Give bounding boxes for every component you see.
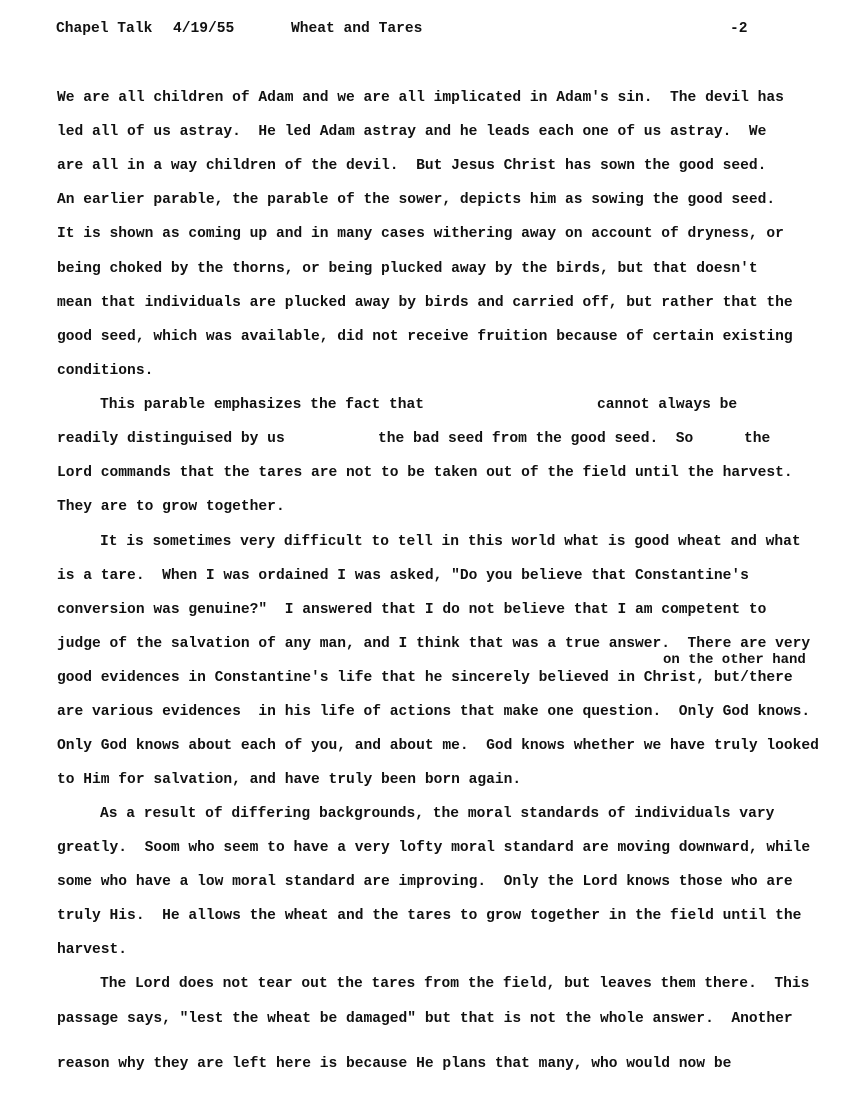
text-line: the bad seed from the good seed. So xyxy=(378,431,694,447)
interlinear-insertion: on the other hand xyxy=(663,652,806,668)
text-line: mean that individuals are plucked away by birds and carried off, but rather that the xyxy=(57,295,793,311)
text-line: judge of the salvation of any man, and I think that was a true answer. There are very xyxy=(57,636,811,652)
text-line: Only God knows about each of you, and about me. God knows whether we have truly looked xyxy=(57,738,819,754)
text-line: It is shown as coming up and in many cases withering away on account of dryness, or xyxy=(57,226,784,242)
text-line: truly His. He allows the wheat and the tares to grow together in the field until the xyxy=(57,908,802,924)
text-line: some who have a low moral standard are improving. Only the Lord knows those who are xyxy=(57,874,793,890)
text-line: As a result of differing backgrounds, the moral standards of individuals vary xyxy=(100,806,775,822)
text-line: Lord commands that the tares are not to be taken out of the field until the harvest. xyxy=(57,465,793,481)
text-line: being choked by the thorns, or being plucked away by the birds, but that doesn't xyxy=(57,261,758,277)
text-line: readily distinguised by us xyxy=(57,431,285,447)
text-line: They are to grow together. xyxy=(57,499,285,515)
text-line: We are all children of Adam and we are all implicated in Adam's sin. The devil has xyxy=(57,90,784,106)
text-line: is a tare. When I was ordained I was asked, "Do you believe that Constantine's xyxy=(57,568,749,584)
text-line: The Lord does not tear out the tares from the field, but leaves them there. This xyxy=(100,976,810,992)
text-line: good evidences in Constantine's life that he sincerely believed in Christ, but/there xyxy=(57,670,793,686)
text-line: This parable emphasizes the fact that xyxy=(100,397,425,413)
text-line: cannot always be xyxy=(597,397,738,413)
text-line: reason why they are left here is because He plans that many, who would now be xyxy=(57,1056,732,1072)
text-line: conversion was genuine?" I answered that I do not believe that I am competent to xyxy=(57,602,767,618)
text-line: An earlier parable, the parable of the sower, depicts him as sowing the good seed. xyxy=(57,192,776,208)
text-line: good seed, which was available, did not receive fruition because of certain existing xyxy=(57,329,793,345)
text-line: harvest. xyxy=(57,942,128,958)
text-line: greatly. Soom who seem to have a very lofty moral standard are moving downward, while xyxy=(57,840,811,856)
header-subject: Wheat and Tares xyxy=(291,21,423,37)
text-line: It is sometimes very difficult to tell in this world what is good wheat and what xyxy=(100,534,801,550)
text-line: are various evidences in his life of actions that make one question. Only God knows. xyxy=(57,704,811,720)
text-line: the xyxy=(744,431,771,447)
text-line: to Him for salvation, and have truly been born again. xyxy=(57,772,522,788)
header-date: 4/19/55 xyxy=(173,21,235,37)
text-line: led all of us astray. He led Adam astray and he leads each one of us astray. We xyxy=(57,124,767,140)
text-line: conditions. xyxy=(57,363,154,379)
text-line: are all in a way children of the devil. But Jesus Christ has sown the good seed. xyxy=(57,158,767,174)
page-number: -2 xyxy=(730,21,748,37)
text-line: passage says, "lest the wheat be damaged" but that is not the whole answer. Another xyxy=(57,1011,793,1027)
header-title: Chapel Talk xyxy=(56,21,153,37)
